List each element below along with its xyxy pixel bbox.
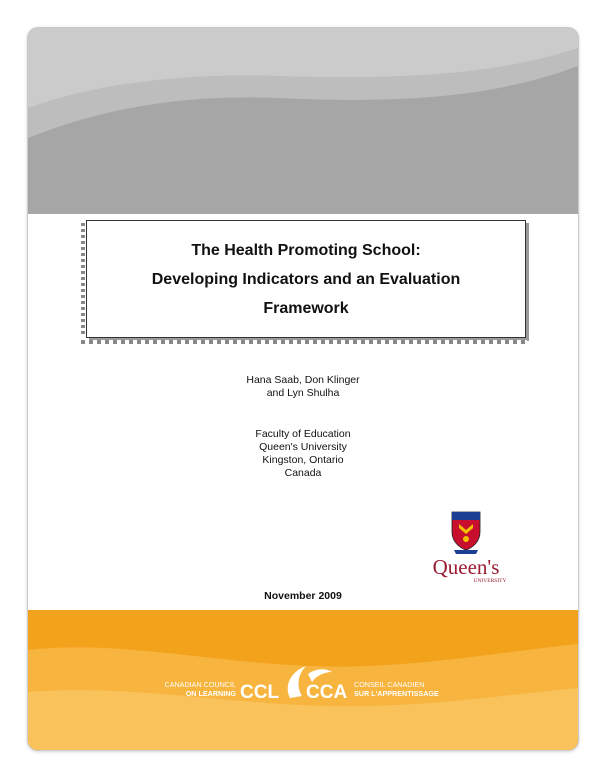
crest-icon xyxy=(452,512,480,554)
affiliation-line: Queen's University xyxy=(259,441,347,453)
affiliation-line: Canada xyxy=(284,467,322,479)
logo-subtext: UNIVERSITY xyxy=(473,578,507,584)
author-line: and Lyn Shulha xyxy=(266,387,340,399)
ccl-right-line1: CONSEIL CANADIEN xyxy=(354,680,425,689)
ccl-logo xyxy=(140,660,470,710)
ccl-abbr-fr: CCA xyxy=(306,682,348,703)
title-line: The Health Promoting School: xyxy=(191,241,421,259)
title-box xyxy=(86,220,526,338)
affiliation xyxy=(28,428,578,480)
title-line: Developing Indicators and an Evaluation xyxy=(151,270,461,288)
title-box-dashed-edge xyxy=(81,340,527,344)
header-gray-band xyxy=(28,28,578,214)
affiliation-line: Faculty of Education xyxy=(255,428,351,440)
authors xyxy=(28,374,578,400)
publication-date: November 2009 xyxy=(264,590,342,602)
ccl-right-line2: SUR L'APPRENTISSAGE xyxy=(354,689,439,698)
affiliation-line: Kingston, Ontario xyxy=(262,454,344,466)
logo-wordmark: Queen's xyxy=(432,555,500,579)
title-box-dashed-edge xyxy=(81,223,85,337)
ccl-left-line2: ON LEARNING xyxy=(185,689,236,698)
title-line: Framework xyxy=(263,299,349,317)
cover-page xyxy=(28,28,578,750)
queens-university-logo xyxy=(416,510,516,584)
ccl-left-line1: CANADIAN COUNCIL xyxy=(164,680,236,689)
author-line: Hana Saab, Don Klinger xyxy=(246,374,360,386)
ccl-abbr-en: CCL xyxy=(240,682,280,703)
